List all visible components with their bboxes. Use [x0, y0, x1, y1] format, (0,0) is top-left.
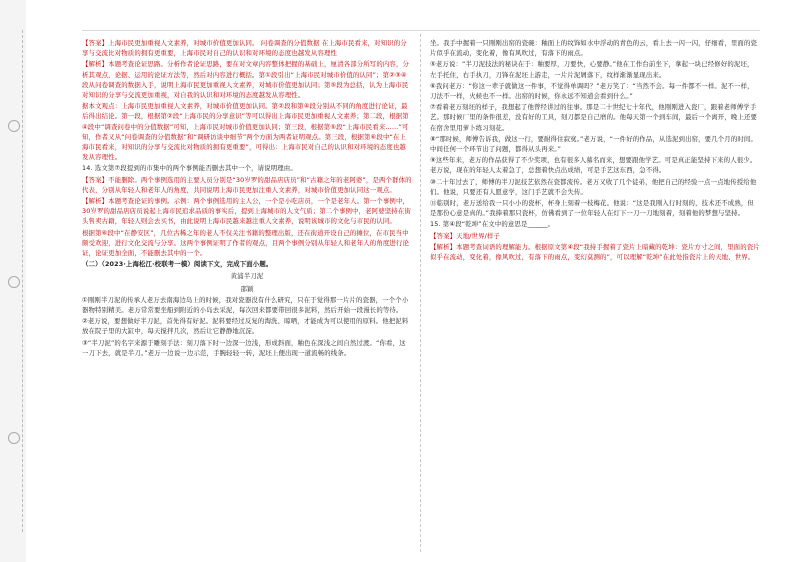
left-column — [82, 38, 412, 552]
binding-hole — [8, 120, 20, 132]
question-14: 14. 选文第⑦段提到的市集中的两个事例能否删去其中一个，请说明理由。 — [82, 164, 297, 173]
article-paragraph: ⑧“那时候，师傅告诉我，做这一行，要耐得住寂寞。”老万说，“一件好的作品，从选泥到出窑，要几个月的时间。中间任何一个环节出了问题，都得从头再来。” — [430, 134, 758, 154]
article-paragraph: ⑪临别时，老万送给我一只小小的瓷杯，杯身上刻着一枝梅花。他说：“这是我刚入行时刻的，技术还不成熟，但是那份心意是真的。”我捧着那只瓷杯，仿佛看到了一位年轻人在灯下一刀一刀地刻着，刻着他的梦想与坚持。 — [430, 199, 754, 218]
analysis-15: 【解析】本题考查词语的理解能力。根据原文第④段“我持手握着了瓷片上暗藏的乾坤：瓷片方寸之间，里面的瓷片似乎在流动，变化着，像风吹过，有落下的雨点，变幻莫测的”，可以理解“乾坤”在此处指瓷片上的天地、世界。 — [430, 242, 760, 262]
question-15: 15. 第④段“乾坤”在文中的意思是______。 — [430, 220, 555, 229]
binding-hole — [8, 276, 20, 288]
answer-13: 【答案】上海市民更加重视人文素养，对城市价值更加认同。 问卷调查的分值数据 在上海市民看来，对知识的分享与交流比对物质的拥有更重要，上海市民对自己的认识和对环境的态度也越发从容理性 — [82, 39, 407, 58]
right-column — [430, 38, 760, 552]
binding-margin — [0, 0, 26, 562]
article-paragraph: ⑩二十年过去了，师傅的半刀泥技艺依然在瓷都流传。老万又收了几个徒弟，他把自己的经验一点一点地传授给他们。他说，只要还有人愿意学，这门手艺就不会失传。 — [430, 177, 757, 196]
article-paragraph: ⑥我问老万：“你这一辈子就做这一件事，不觉得单调吗？”老万笑了：“当然不会。每一件都不一样。泥不一样，刀法不一样，火候也不一样。出窑的时候，你永远不知道会看到什么。” — [430, 81, 754, 101]
answer-14: 【答案】不能删除。两个事例选用的主要人员分别是“30岁罗的甜品店店员”和“古籍之年的老阿婆”，是两个群体的代表，分别从年轻人和老年人的角度，共同说明上海市民更加注重人文素养，对城市价值更加认同这一观点。 — [82, 175, 412, 194]
article-paragraph: ③“半刀泥”的名字来源于雕刻手法：刻刀落下时一边深一边浅，形成斜面，釉色在深浅之间自然过渡。“你看，这一刀下去，就是半刀。”老万一边说一边示范，手腕轻轻一转，泥坯上便出现一道流畅的线条。 — [82, 338, 406, 357]
article-paragraph: ②老万说，要想做好半刀泥，首先得有好泥。泥料要经过反复的淘洗、晾晒，才能成为可以使用的原料。他把泥料放在院子里的大缸中，每天搅拌几次，然后让它静静地沉淀。 — [82, 317, 409, 336]
analysis-14: 【解析】本题考查论证的事例。示例：两个事例选用的主人公，一个是小吃店员，一个是老年人。第一个事例中，30岁罗的甜品店店员说起上海市民追求品质的事实后，提到上海城市的人文气质；第二个事例中，老阿婆坚持在街头售卖古籍，年轻人则会去买书，由此说明上海市民越来越注重人文素养，说明该城市的文化与市民的认同。 — [82, 197, 411, 226]
article-title: 黄浦半刀泥 — [230, 272, 264, 281]
article-author: 邵颖 — [240, 284, 254, 293]
binding-hole — [8, 432, 20, 444]
header-rule — [82, 30, 760, 31]
article-paragraph: ⑨这些年来，老万的作品获得了不少奖项，也有很多人慕名而来，想要跟他学艺。可是真正能坚持下来的人很少。老万说，现在的年轻人太着急了，总想着快点出成绩，可是手艺这东西，急不得。 — [430, 156, 757, 175]
analysis-13-continued: 据本文观点：上海市民更加重视人文素养，对城市价值更加认同。第②段和第④段分别从不同的角度进行论证，最后得出结论。第一段，根据第②段“上海市民的分享意识”等可以得出上海市民更加重视人文素养；第二段，根据第④段中“调查问卷中的分值数据”可知，上海市民对城市价值更加认同；第三段，根据第⑤段“上海市民看来……”可知，作者又从“问卷调查的分值数据”和“调研访谈中细节”两个方面为两者证明观点。第三段，根据第⑥段中“在上海市民看来，对知识的分享与交流比对物质的拥有更重要”，可得出：上海市民对自己的认识和对环境的态度也越发从容理性。 — [82, 102, 409, 162]
column-divider — [420, 34, 421, 552]
section-heading: （二）（2023·上海松江·校联考一模）阅读下文，完成下面小题。 — [82, 260, 273, 269]
article-paragraph: ⑤老万说：“半刀泥技法的秘诀在于：釉要厚，刀要快，心要静。”他在工作台前坐下，拿起一块已经修好的泥坯，左手托住，右手执刀，刀锋在泥坯上游走，一片片泥屑落下，纹样渐渐显现出来。 — [430, 60, 754, 79]
article-paragraph: 坐。我手中握着一只刚刚出窑的瓷碗：釉面上的纹饰如水中浮动的青色的云，看上去一闪一闪，仔细看，里面的瓷片似乎在流动，变化着，像有风吹过，有落下的雨点。 — [430, 39, 758, 58]
article-paragraph: ⑦看着老万刻坯的样子，我想起了他曾经讲过的往事。那是二十世纪七十年代，他刚刚进入瓷厂，跟着老师傅学手艺。那时候厂里的条件很差，没有好的工具，刻刀都是自己磨的。他每天第一个到车间，最后一个离开，晚上还要在宿舍里用萝卜练习刻花。 — [430, 103, 758, 132]
analysis-14-continued: 根据第⑥段中“在静安区”，几位古稀之年的老人不仅关注书籍的整理出版，还在街道开设自己的摊位，在市民当中颇受欢迎，进行文化交流与分享。这两个事例证明了作者的观点，且两个事例分别从年轻人和老年人的角度进行论证，论证更加全面，不能删去其中的一个。 — [82, 228, 410, 258]
binding-line — [22, 30, 23, 532]
analysis-13: 【解析】本题考查论证思路。分析作者论证思路，要在对文章内容整体把握的基础上，厘清各部分所写的内容，分析其观点，论据、运用的论证方法等，然后对内容进行概括。第①段引出“上海市民对城市价值的认同”；第②③④段从问卷调查的数据入手，说明上海市民更加重视人文素养，对城市价值更加认同；第⑤段为总括，认为上海市民对知识的分享与交流更加重视，对自我的认识和对环境的态度越发从容理性。 — [82, 60, 410, 100]
article-paragraph: ①刚刚半刀泥的传承人老万去南海边岛上的时候，我对瓷器没有什么研究，只在于觉得那一片片的瓷器，一个个小器物特别精美。老万常常要坐船到附近的小岛去采泥，每次回来都要带回很多泥料，然后开始一段漫长的等待。 — [82, 295, 409, 315]
answer-15: 【答案】天地/世界/样子 — [430, 231, 501, 240]
